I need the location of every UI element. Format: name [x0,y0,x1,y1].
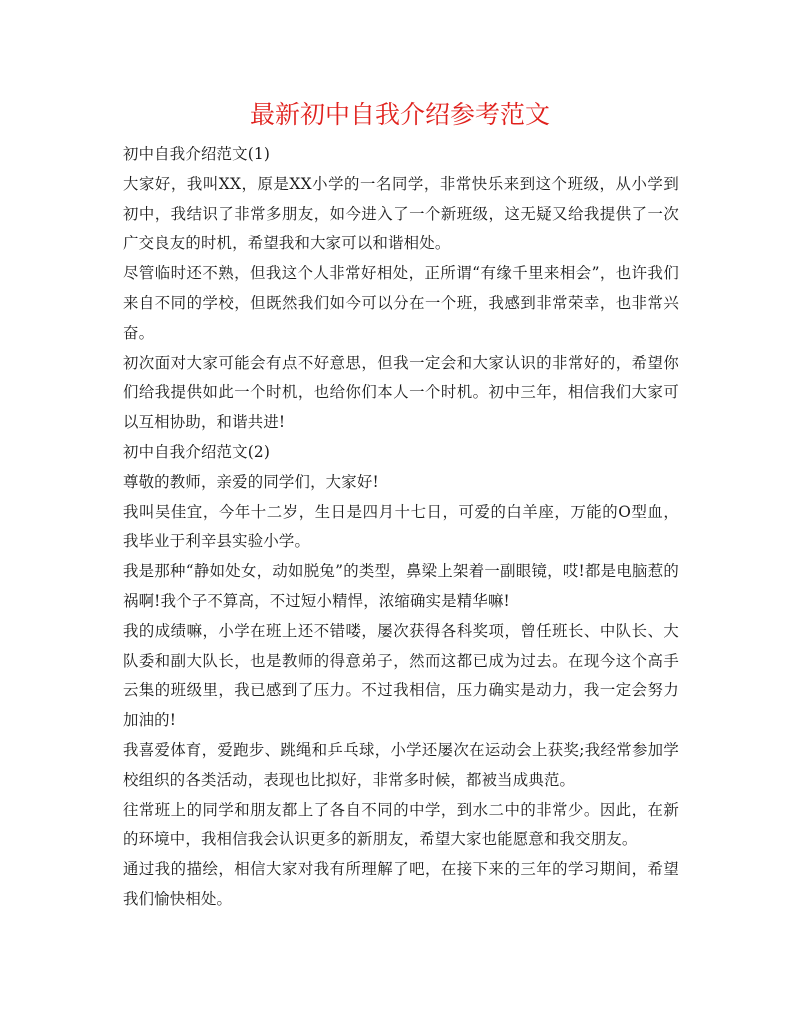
section-heading-2: 初中自我介绍范文(2) [123,442,271,461]
paragraph: 初次面对大家可能会有点不好意思，但我一定会和大家认识的非常好的，希望你们给我提供如此一个时机，也给你们本人一个时机。初中三年，相信我们大家可以互相协助，和谐共进! [123,353,679,432]
paragraph: 我喜爱体育，爱跑步、跳绳和乒乓球，小学还屡次在运动会上获奖;我经常参加学校组织的各类活动，表现也比拟好，非常多时候，都被当成典范。 [123,740,679,789]
paragraph: 往常班上的同学和朋友都上了各自不同的中学，到水二中的非常少。因此，在新的环境中，我相信我会认识更多的新朋友，希望大家也能愿意和我交朋友。 [123,800,679,849]
paragraph: 通过我的描绘，相信大家对我有所理解了吧，在接下来的三年的学习期间，希望我们愉快相处。 [123,860,679,908]
paragraph: 我是那种“静如处女，动如脱兔”的类型，鼻梁上架着一副眼镜，哎!都是电脑惹的祸啊!我个子不算高，不过短小精悍，浓缩确实是精华嘛! [123,562,679,610]
paragraph: 大家好，我叫XX，原是XX小学的一名同学，非常快乐来到这个班级，从小学到初中，我结识了非常多朋友，如今进入了一个新班级，这无疑又给我提供了一次广交良友的时机，希望我和大家可以和谐相处。 [123,174,679,253]
paragraph: 尊敬的教师，亲爱的同学们，大家好! [123,472,379,491]
document-title: 最新初中自我介绍参考范文 [249,100,550,129]
paragraph: 尽管临时还不熟，但我这个人非常好相处，正所谓“有缘千里来相会”，也许我们来自不同的学校，但既然我们如今可以分在一个班，我感到非常荣幸，也非常兴奋。 [123,264,679,342]
paragraph: 我叫吴佳宜，今年十二岁，生日是四月十七日，可爱的白羊座，万能的O型血，我毕业于利辛县实验小学。 [123,502,679,551]
document-body [123,140,679,915]
section-heading-1: 初中自我介绍范文(1) [123,145,271,163]
paragraph: 我的成绩嘛，小学在班上还不错喽，屡次获得各科奖项，曾任班长、中队长、大队委和副大队长，也是教师的得意弟子，然而这都已成为过去。在现今这个高手云集的班级里，我已感到了压力。不过我相信，压力确实是动力，我一定会努力加油的! [123,621,679,730]
